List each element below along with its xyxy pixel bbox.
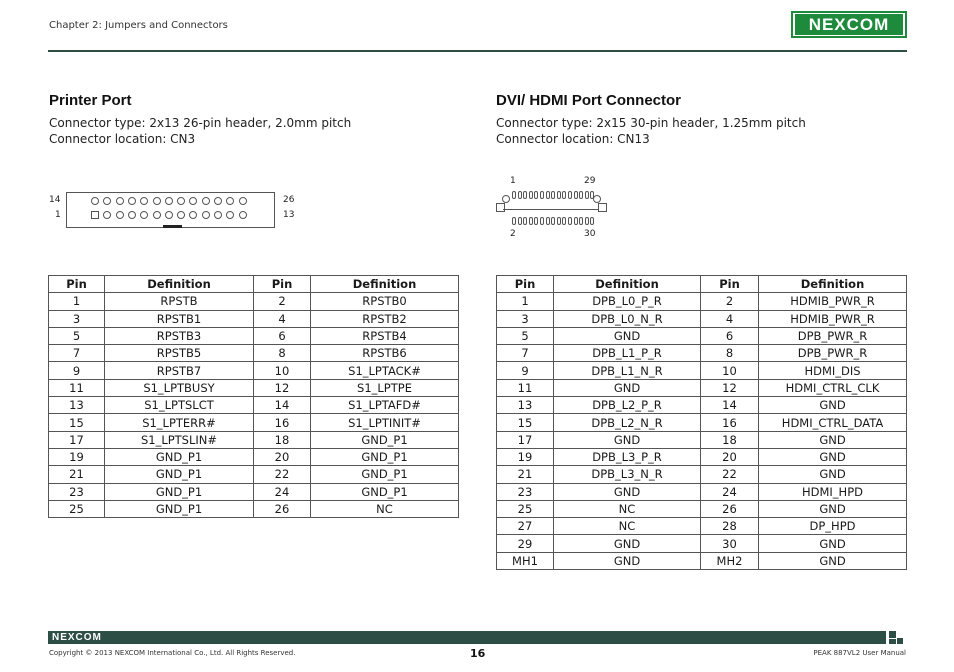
connector-pin bbox=[546, 191, 550, 199]
table-cell: RPSTB1 bbox=[105, 310, 254, 327]
footer-square bbox=[897, 638, 903, 644]
header-pin bbox=[202, 197, 210, 205]
connector-pin bbox=[585, 191, 589, 199]
header-pin bbox=[91, 197, 99, 205]
table-cell: 16 bbox=[254, 414, 311, 431]
table-cell: 2 bbox=[254, 293, 311, 310]
pin-label-26: 26 bbox=[283, 195, 295, 205]
column-header: Definition bbox=[759, 276, 907, 293]
connector-pin bbox=[512, 191, 516, 199]
table-cell: 23 bbox=[497, 483, 554, 500]
table-cell: NC bbox=[554, 500, 701, 517]
header-pin bbox=[153, 211, 161, 219]
table-cell: 11 bbox=[497, 379, 554, 396]
header-pin bbox=[239, 211, 247, 219]
mounting-hole bbox=[502, 195, 510, 203]
connector-pin bbox=[529, 191, 533, 199]
table-cell: GND bbox=[759, 500, 907, 517]
table-row bbox=[497, 293, 907, 310]
table-cell: 8 bbox=[254, 345, 311, 362]
connector-pin bbox=[551, 191, 555, 199]
connector-body-line bbox=[503, 209, 598, 210]
table-cell: 12 bbox=[254, 379, 311, 396]
header-pin bbox=[116, 197, 124, 205]
hdmi-pin-table bbox=[496, 275, 907, 570]
table-cell: 18 bbox=[254, 431, 311, 448]
connector-pin bbox=[529, 217, 533, 225]
table-cell: S1_LPTSLCT bbox=[105, 397, 254, 414]
table-cell: GND_P1 bbox=[311, 431, 459, 448]
table-row bbox=[49, 362, 459, 379]
table-cell: RPSTB0 bbox=[311, 293, 459, 310]
header-pin bbox=[165, 197, 173, 205]
table-cell: 17 bbox=[497, 431, 554, 448]
footer-bar bbox=[48, 631, 886, 644]
mounting-hole bbox=[593, 195, 601, 203]
table-cell: 6 bbox=[254, 327, 311, 344]
table-cell: S1_LPTACK# bbox=[311, 362, 459, 379]
column-header: Pin bbox=[49, 276, 105, 293]
table-cell: GND bbox=[759, 466, 907, 483]
logo-text: NEXCOM bbox=[795, 14, 903, 35]
table-row bbox=[49, 310, 459, 327]
table-cell: DPB_L1_P_R bbox=[554, 345, 701, 362]
table-cell: 6 bbox=[701, 327, 759, 344]
connector-pin bbox=[568, 217, 572, 225]
table-cell: 20 bbox=[254, 448, 311, 465]
table-cell: 10 bbox=[701, 362, 759, 379]
connector-pin bbox=[557, 217, 561, 225]
table-cell: 28 bbox=[701, 518, 759, 535]
table-cell: 12 bbox=[701, 379, 759, 396]
table-row bbox=[49, 345, 459, 362]
table-cell: GND bbox=[759, 431, 907, 448]
table-cell: GND bbox=[554, 535, 701, 552]
table-cell: S1_LPTBUSY bbox=[105, 379, 254, 396]
connector-pin bbox=[534, 191, 538, 199]
header-pin bbox=[214, 197, 222, 205]
table-cell: 1 bbox=[497, 293, 554, 310]
table-row bbox=[497, 397, 907, 414]
connector-pin bbox=[590, 217, 594, 225]
connector-pin bbox=[579, 191, 583, 199]
table-cell: GND_P1 bbox=[311, 483, 459, 500]
table-row bbox=[497, 466, 907, 483]
connector-pin bbox=[534, 217, 538, 225]
table-cell: 13 bbox=[497, 397, 554, 414]
pin-label-2: 2 bbox=[510, 229, 516, 239]
connector-pin bbox=[540, 191, 544, 199]
table-cell: 21 bbox=[49, 466, 105, 483]
connector-pin bbox=[568, 191, 572, 199]
column-header: Definition bbox=[311, 276, 459, 293]
header-pin bbox=[214, 211, 222, 219]
header-pin bbox=[128, 211, 136, 219]
column-header: Pin bbox=[497, 276, 554, 293]
table-cell: GND_P1 bbox=[105, 466, 254, 483]
table-cell: 2 bbox=[701, 293, 759, 310]
table-header-row bbox=[49, 276, 459, 293]
pin-label-30: 30 bbox=[584, 229, 596, 239]
table-cell: 3 bbox=[497, 310, 554, 327]
table-cell: DP_HPD bbox=[759, 518, 907, 535]
table-row bbox=[49, 293, 459, 310]
table-cell: HDMI_CTRL_DATA bbox=[759, 414, 907, 431]
table-row bbox=[497, 483, 907, 500]
mounting-pad bbox=[598, 203, 607, 212]
table-cell: 29 bbox=[497, 535, 554, 552]
table-cell: S1_LPTINIT# bbox=[311, 414, 459, 431]
table-row bbox=[497, 535, 907, 552]
header-rule bbox=[48, 50, 907, 52]
manual-title: PEAK 887VL2 User Manual bbox=[813, 649, 906, 657]
footer-square bbox=[889, 639, 896, 644]
table-row bbox=[49, 327, 459, 344]
table-cell: DPB_PWR_R bbox=[759, 327, 907, 344]
table-cell: NC bbox=[311, 500, 459, 517]
header-pin bbox=[128, 197, 136, 205]
table-cell: 17 bbox=[49, 431, 105, 448]
table-row bbox=[497, 414, 907, 431]
table-row bbox=[497, 448, 907, 465]
table-cell: 27 bbox=[497, 518, 554, 535]
header-pin bbox=[239, 197, 247, 205]
table-cell: GND_P1 bbox=[311, 466, 459, 483]
table-row bbox=[49, 397, 459, 414]
table-cell: 8 bbox=[701, 345, 759, 362]
table-cell: 16 bbox=[701, 414, 759, 431]
table-cell: 5 bbox=[49, 327, 105, 344]
table-cell: 22 bbox=[701, 466, 759, 483]
footer-square bbox=[889, 631, 896, 638]
header-pin bbox=[116, 211, 124, 219]
table-cell: 26 bbox=[701, 500, 759, 517]
column-header: Pin bbox=[254, 276, 311, 293]
table-cell: GND bbox=[554, 552, 701, 569]
chapter-title: Chapter 2: Jumpers and Connectors bbox=[49, 20, 228, 31]
table-row bbox=[49, 466, 459, 483]
header-pin bbox=[202, 211, 210, 219]
table-cell: 24 bbox=[254, 483, 311, 500]
table-cell: 4 bbox=[701, 310, 759, 327]
connector-pin bbox=[574, 191, 578, 199]
table-cell: 20 bbox=[701, 448, 759, 465]
table-cell: DPB_L0_N_R bbox=[554, 310, 701, 327]
table-cell: 9 bbox=[49, 362, 105, 379]
table-cell: MH1 bbox=[497, 552, 554, 569]
table-cell: GND bbox=[554, 327, 701, 344]
table-cell: 25 bbox=[497, 500, 554, 517]
header-key bbox=[163, 225, 182, 228]
table-cell: 25 bbox=[49, 500, 105, 517]
table-cell: MH2 bbox=[701, 552, 759, 569]
table-row bbox=[497, 518, 907, 535]
printer-port-title: Printer Port bbox=[49, 92, 132, 109]
table-cell: 19 bbox=[497, 448, 554, 465]
connector-pin bbox=[590, 191, 594, 199]
connector-pin bbox=[562, 217, 566, 225]
connector-pin bbox=[585, 217, 589, 225]
table-cell: GND bbox=[759, 448, 907, 465]
copyright-text: Copyright © 2013 NEXCOM International Co., Ltd. All Rights Reserved. bbox=[49, 649, 296, 657]
table-cell: GND bbox=[759, 397, 907, 414]
table-cell: 13 bbox=[49, 397, 105, 414]
table-cell: GND_P1 bbox=[105, 483, 254, 500]
page-number: 16 bbox=[470, 647, 486, 660]
connector-pin bbox=[523, 217, 527, 225]
column-header: Definition bbox=[554, 276, 701, 293]
printer-pin-table bbox=[48, 275, 459, 518]
table-cell: 7 bbox=[497, 345, 554, 362]
table-cell: GND bbox=[554, 379, 701, 396]
table-cell: 14 bbox=[254, 397, 311, 414]
table-cell: DPB_L0_P_R bbox=[554, 293, 701, 310]
table-cell: S1_LPTSLIN# bbox=[105, 431, 254, 448]
table-cell: RPSTB4 bbox=[311, 327, 459, 344]
pin-label-14: 14 bbox=[49, 195, 61, 205]
table-cell: GND bbox=[554, 431, 701, 448]
table-cell: 9 bbox=[497, 362, 554, 379]
connector-pin bbox=[579, 217, 583, 225]
table-cell: 15 bbox=[497, 414, 554, 431]
header-pin bbox=[165, 211, 173, 219]
table-row bbox=[497, 310, 907, 327]
table-row bbox=[49, 448, 459, 465]
table-cell: HDMIB_PWR_R bbox=[759, 293, 907, 310]
table-cell: 19 bbox=[49, 448, 105, 465]
table-cell: GND bbox=[759, 535, 907, 552]
connector-pin bbox=[540, 217, 544, 225]
table-cell: 24 bbox=[701, 483, 759, 500]
connector-pin bbox=[551, 217, 555, 225]
table-row bbox=[497, 500, 907, 517]
table-cell: RPSTB7 bbox=[105, 362, 254, 379]
table-row bbox=[497, 362, 907, 379]
table-row bbox=[497, 379, 907, 396]
connector-pin bbox=[518, 217, 522, 225]
table-cell: GND_P1 bbox=[311, 448, 459, 465]
table-cell: 15 bbox=[49, 414, 105, 431]
table-cell: 21 bbox=[497, 466, 554, 483]
table-cell: 22 bbox=[254, 466, 311, 483]
connector-pin bbox=[574, 217, 578, 225]
connector-pin bbox=[518, 191, 522, 199]
table-row bbox=[49, 414, 459, 431]
table-cell: DPB_L2_P_R bbox=[554, 397, 701, 414]
table-cell: 18 bbox=[701, 431, 759, 448]
table-cell: HDMI_HPD bbox=[759, 483, 907, 500]
table-cell: 1 bbox=[49, 293, 105, 310]
table-row bbox=[497, 345, 907, 362]
pin-label-1: 1 bbox=[55, 210, 61, 220]
table-row bbox=[49, 500, 459, 517]
header-pin bbox=[153, 197, 161, 205]
table-cell: 5 bbox=[497, 327, 554, 344]
table-cell: DPB_L3_N_R bbox=[554, 466, 701, 483]
hdmi-connector-location: Connector location: CN13 bbox=[496, 132, 650, 146]
nexcom-logo bbox=[791, 11, 907, 38]
table-cell: 26 bbox=[254, 500, 311, 517]
hdmi-connector-type: Connector type: 2x15 30-pin header, 1.25mm pitch bbox=[496, 116, 806, 130]
table-cell: GND_P1 bbox=[105, 500, 254, 517]
table-cell: HDMI_CTRL_CLK bbox=[759, 379, 907, 396]
table-row bbox=[497, 431, 907, 448]
table-cell: 7 bbox=[49, 345, 105, 362]
table-cell: 14 bbox=[701, 397, 759, 414]
connector-pin bbox=[523, 191, 527, 199]
table-header-row bbox=[497, 276, 907, 293]
table-cell: 30 bbox=[701, 535, 759, 552]
connector-pin bbox=[512, 217, 516, 225]
mounting-pad bbox=[496, 203, 505, 212]
table-cell: GND_P1 bbox=[105, 448, 254, 465]
table-cell: HDMIB_PWR_R bbox=[759, 310, 907, 327]
table-row bbox=[49, 431, 459, 448]
hdmi-port-title: DVI/ HDMI Port Connector bbox=[496, 92, 682, 109]
table-cell: RPSTB5 bbox=[105, 345, 254, 362]
table-row bbox=[497, 327, 907, 344]
table-cell: S1_LPTPE bbox=[311, 379, 459, 396]
pin-label-29: 29 bbox=[584, 176, 596, 186]
table-cell: RPSTB bbox=[105, 293, 254, 310]
table-cell: HDMI_DIS bbox=[759, 362, 907, 379]
table-cell: 11 bbox=[49, 379, 105, 396]
pin-label-13: 13 bbox=[283, 210, 295, 220]
table-cell: RPSTB2 bbox=[311, 310, 459, 327]
table-row bbox=[497, 552, 907, 569]
table-cell: RPSTB3 bbox=[105, 327, 254, 344]
footer-logo: NEXCOM bbox=[52, 632, 102, 643]
table-cell: 23 bbox=[49, 483, 105, 500]
connector-pin bbox=[546, 217, 550, 225]
connector-pin bbox=[557, 191, 561, 199]
table-cell: GND bbox=[759, 552, 907, 569]
printer-connector-type: Connector type: 2x13 26-pin header, 2.0mm pitch bbox=[49, 116, 352, 130]
table-row bbox=[49, 379, 459, 396]
table-cell: DPB_L3_P_R bbox=[554, 448, 701, 465]
connector-pin bbox=[562, 191, 566, 199]
table-cell: 3 bbox=[49, 310, 105, 327]
table-cell: GND bbox=[554, 483, 701, 500]
table-cell: 10 bbox=[254, 362, 311, 379]
table-cell: S1_LPTAFD# bbox=[311, 397, 459, 414]
table-cell: NC bbox=[554, 518, 701, 535]
table-cell: DPB_L2_N_R bbox=[554, 414, 701, 431]
table-cell: RPSTB6 bbox=[311, 345, 459, 362]
pin-label-1: 1 bbox=[510, 176, 516, 186]
table-cell: 4 bbox=[254, 310, 311, 327]
column-header: Pin bbox=[701, 276, 759, 293]
table-cell: DPB_L1_N_R bbox=[554, 362, 701, 379]
table-cell: S1_LPTERR# bbox=[105, 414, 254, 431]
table-row bbox=[49, 483, 459, 500]
pin-1-square bbox=[91, 211, 99, 219]
printer-connector-location: Connector location: CN3 bbox=[49, 132, 196, 146]
column-header: Definition bbox=[105, 276, 254, 293]
table-cell: DPB_PWR_R bbox=[759, 345, 907, 362]
